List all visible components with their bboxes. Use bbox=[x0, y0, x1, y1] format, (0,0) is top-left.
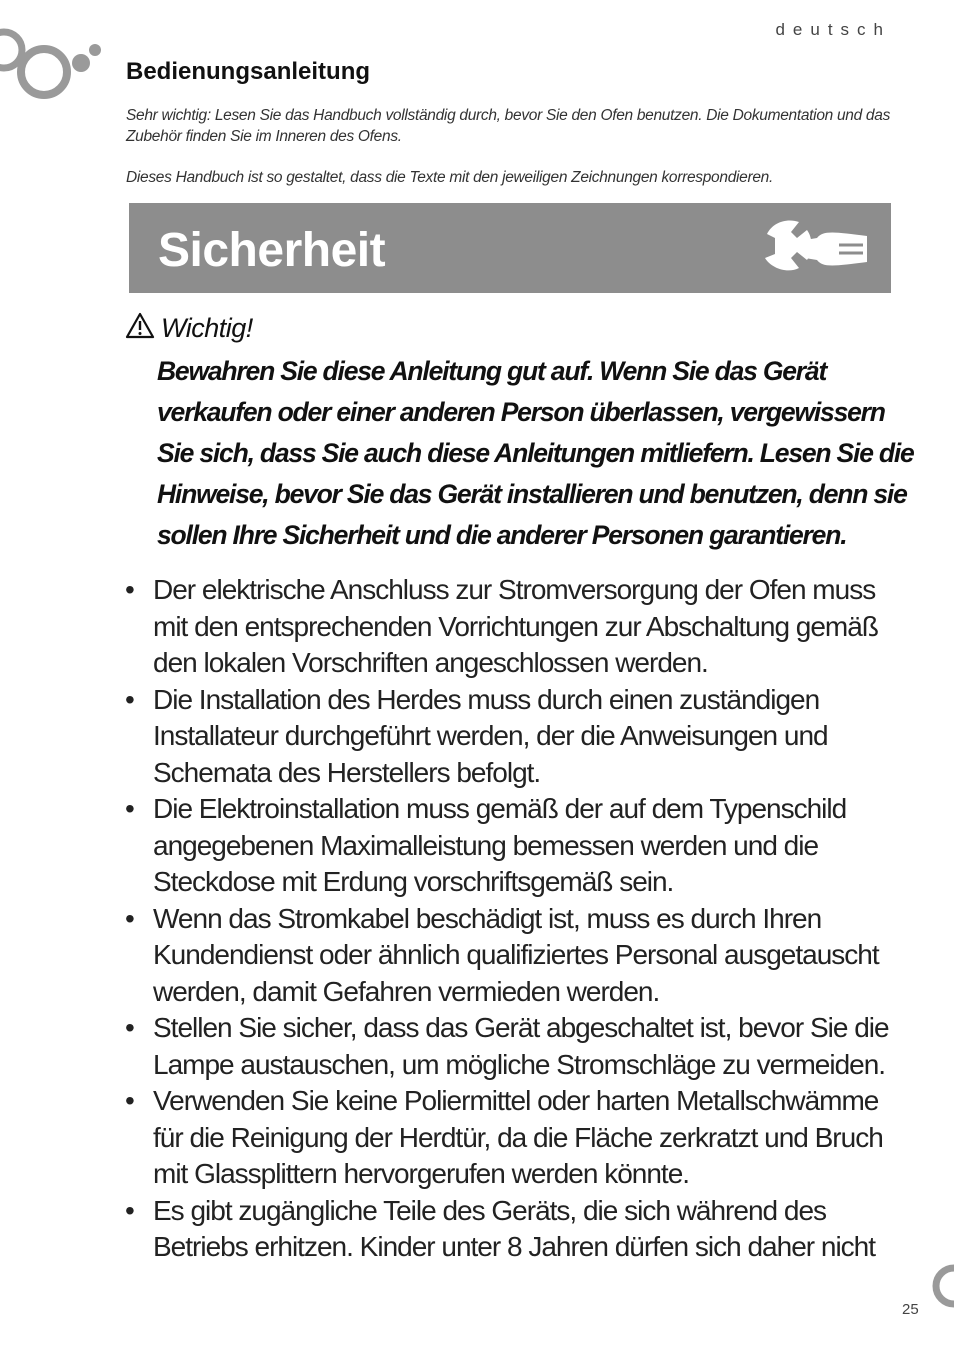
list-item-text: Stellen Sie sicher, dass das Gerät abgeschaltet ist, bevor Sie die Lampe austauschen, um mögliche Stromschläge zu vermeiden. bbox=[153, 1012, 889, 1080]
list-item-text: Es gibt zugängliche Teile des Geräts, die sich während des Betriebs erhitzen. Kinder unter 8 Jahren dürfen sich daher nicht bbox=[153, 1194, 876, 1262]
bullet-dot: • bbox=[125, 1012, 134, 1043]
list-item bbox=[125, 1083, 905, 1193]
warning-triangle-icon bbox=[125, 312, 155, 339]
warning-heading bbox=[125, 312, 253, 344]
bullet-dot: • bbox=[125, 902, 134, 934]
list-item-text: Der elektrische Anschluss zur Stromversorgung der Ofen muss mit den entsprechenden Vorrichtungen zur Abschaltung gemäß den lokalen Vorschriften angeschlossen werden. bbox=[153, 574, 878, 678]
language-label: deutsch bbox=[775, 20, 891, 39]
list-item-text: Wenn das Stromkabel beschädigt ist, muss es durch Ihren Kundendienst oder ähnlich qualifiziertes Personal ausgetauscht werden, damit Gefahren vermieden werden. bbox=[153, 902, 879, 1007]
safety-list bbox=[125, 572, 905, 1266]
list-item bbox=[125, 1010, 905, 1083]
bullet-dot: • bbox=[125, 574, 134, 605]
page-number: 25 bbox=[902, 1301, 919, 1318]
list-item bbox=[125, 791, 905, 901]
list-item-text: Die Elektroinstallation muss gemäß der auf dem Typenschild angegebenen Maximalleistung bemessen werden und die Steckdose mit Erdung vorschriftsgemäß sein. bbox=[153, 793, 847, 897]
list-item bbox=[125, 682, 905, 792]
list-item-text: Die Installation des Herdes muss durch einen zuständigen Installateur durchgeführt werden, der die Anweisungen und Schemata des Herstellers befolgt. bbox=[153, 683, 828, 788]
section-title: Sicherheit bbox=[158, 224, 386, 277]
bullet-dot: • bbox=[125, 793, 134, 824]
list-item bbox=[125, 572, 905, 682]
brand-circle-logo bbox=[922, 1262, 954, 1310]
section-banner bbox=[129, 203, 891, 293]
list-item-text: Verwenden Sie keine Poliermittel oder harten Metallschwämme für die Reinigung der Herdtür, da die Fläche zerkratzt und Bruch mit Glassplittern hervorgerufen werden könnte. bbox=[153, 1085, 883, 1189]
wrench-icon bbox=[761, 216, 871, 282]
bullet-dot: • bbox=[125, 683, 134, 715]
manual-title: Bedienungsanleitung bbox=[126, 58, 371, 85]
intro-note: Dieses Handbuch ist so gestaltet, dass die Texte mit den jeweiligen Zeichnungen korrespondieren. bbox=[126, 169, 773, 186]
warning-text: Bewahren Sie diese Anleitung gut auf. Wenn Sie das Gerät verkaufen oder einer anderen Person überlassen, vergewissern Sie sich, dass Sie auch diese Anleitungen mitliefern. Lesen Sie die Hinweise, bevor Sie das Gerät installieren und benutzen, denn sie sollen Ihre Sicherheit und die anderer Personen garantieren. bbox=[157, 356, 914, 550]
brand-circles-logo bbox=[0, 20, 110, 100]
intro-paragraph: Sehr wichtig: Lesen Sie das Handbuch vollständig durch, bevor Sie den Ofen benutzen. Die Dokumentation und das Zubehör finden Sie im Inneren des Ofens. bbox=[126, 107, 891, 145]
list-item bbox=[125, 901, 905, 1011]
list-item bbox=[125, 1193, 905, 1266]
bullet-dot: • bbox=[125, 1085, 134, 1116]
warning-heading-label: Wichtig! bbox=[161, 313, 253, 343]
bullet-dot: • bbox=[125, 1194, 134, 1226]
